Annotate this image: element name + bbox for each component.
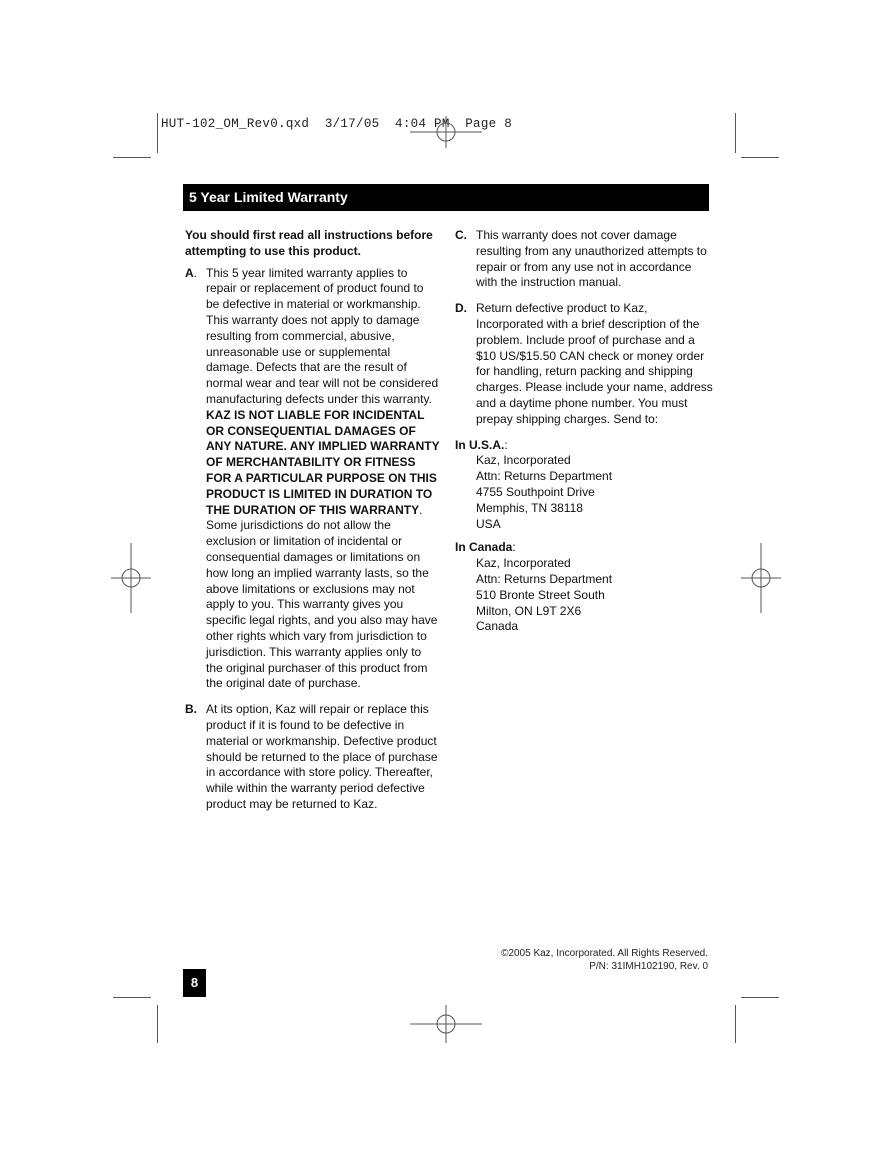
item-text: Return defective product to Kaz, Incorporated with a brief description of the problem. Include proof of purchase and a $10 US/$15.50 CAN check or money order for handling, return packing and shipping charges. Please include your name, address and a daytime phone number. You must prepay shipping charges. Send to: (476, 301, 713, 426)
address-line: Kaz, Incorporated (476, 556, 571, 571)
item-label: C. (455, 228, 467, 242)
warranty-item-b (185, 702, 440, 813)
item-text: This 5 year limited warranty applies to repair or replacement of product found to be defective in material or workmanship. This warranty does not apply to damage resulting from commercial, abusive, unreasonable use or supplemental damage. Defects that are the result of normal wear and tear will not be considered manufacturing defects under this warranty. KAZ IS NOT LIABLE FOR INCIDENTAL OR CONSEQUENTIAL DAMAGES OF ANY NATURE. ANY IMPLIED WARRANTY OF MERCHANTABILITY OR FITNESS FOR A PARTICULAR PURPOSE ON THIS PRODUCT IS LIMITED IN DURATION TO THE DURATION OF THIS WARRANTY. Some jurisdictions do not allow the exclusion or limitation of incidental or consequential damages or limitations on how long an implied warranty lasts, so the above limitations or exclusions may not apply to you. This warranty gives you specific legal rights, and you also may have other rights which vary from jurisdiction to jurisdiction. This warranty applies only to the original purchaser of this product from the original date of purchase. (206, 265, 440, 691)
registration-mark-icon (410, 1005, 482, 1043)
address-line: Canada (476, 619, 519, 634)
usa-address (455, 453, 713, 532)
section-title: 5 Year Limited Warranty (183, 184, 709, 211)
address-line: Attn: Returns Department (476, 469, 613, 484)
warranty-item-a (185, 266, 440, 693)
crop-mark (735, 1005, 736, 1043)
item-label: A. (185, 265, 198, 280)
left-column (185, 228, 440, 823)
address-line: Kaz, Incorporated (476, 453, 571, 468)
crop-mark (113, 157, 151, 158)
warranty-item-d (455, 301, 713, 427)
canada-address-heading: In Canada: (455, 540, 516, 555)
item-text: At its option, Kaz will repair or replace this product if it is found to be defective in material or workmanship. Defective product should be returned to the place of purchase in accordance with store policy. Thereafter, while within the warranty period defective product may be returned to Kaz. (206, 702, 438, 811)
registration-mark-icon (741, 543, 781, 613)
usa-address-heading: In U.S.A.: (455, 437, 508, 452)
crop-mark (157, 1005, 158, 1043)
crop-mark (741, 157, 779, 158)
item-label: D. (455, 301, 467, 316)
copyright: ©2005 Kaz, Incorporated. All Rights Reserved. (501, 948, 708, 959)
address-line: USA (476, 516, 501, 531)
footer-note (501, 947, 708, 973)
address-line: Attn: Returns Department (476, 571, 613, 586)
address-line: Memphis, TN 38118 (476, 500, 583, 515)
item-text: This warranty does not cover damage resulting from any unauthorized attempts to repair or from any use not in accordance with the instruction manual. (476, 228, 707, 290)
registration-mark-icon (111, 543, 151, 613)
crop-mark (157, 113, 158, 153)
address-line: 4755 Southpoint Drive (476, 484, 595, 499)
liability-disclaimer: KAZ IS NOT LIABLE FOR INCIDENTAL OR CONSEQUENTIAL DAMAGES OF ANY NATURE. ANY IMPLIED WARRANTY OF MERCHANTABILITY OR FITNESS FOR A PARTICULAR PURPOSE ON THIS PRODUCT IS LIMITED IN DURATION TO THE DURATION OF THIS WARRANTY (206, 407, 440, 517)
intro-text: You should first read all instructions before attempting to use this product. (185, 228, 433, 258)
registration-mark-icon (410, 116, 482, 148)
right-column (455, 228, 713, 643)
crop-mark (113, 997, 151, 998)
item-label: B. (185, 702, 197, 717)
address-line: 510 Bronte Street South (476, 587, 605, 602)
page-number: 8 (183, 969, 206, 997)
crop-mark (741, 997, 779, 998)
warranty-item-c (455, 228, 713, 291)
crop-mark (735, 113, 736, 153)
part-number: P/N: 31IMH102190, Rev. 0 (589, 961, 708, 972)
address-line: Milton, ON L9T 2X6 (476, 603, 582, 618)
canada-address (455, 556, 713, 635)
print-slug: HUT-102_OM_Rev0.qxd 3/17/05 4:04 PM Page 8 (161, 117, 513, 131)
